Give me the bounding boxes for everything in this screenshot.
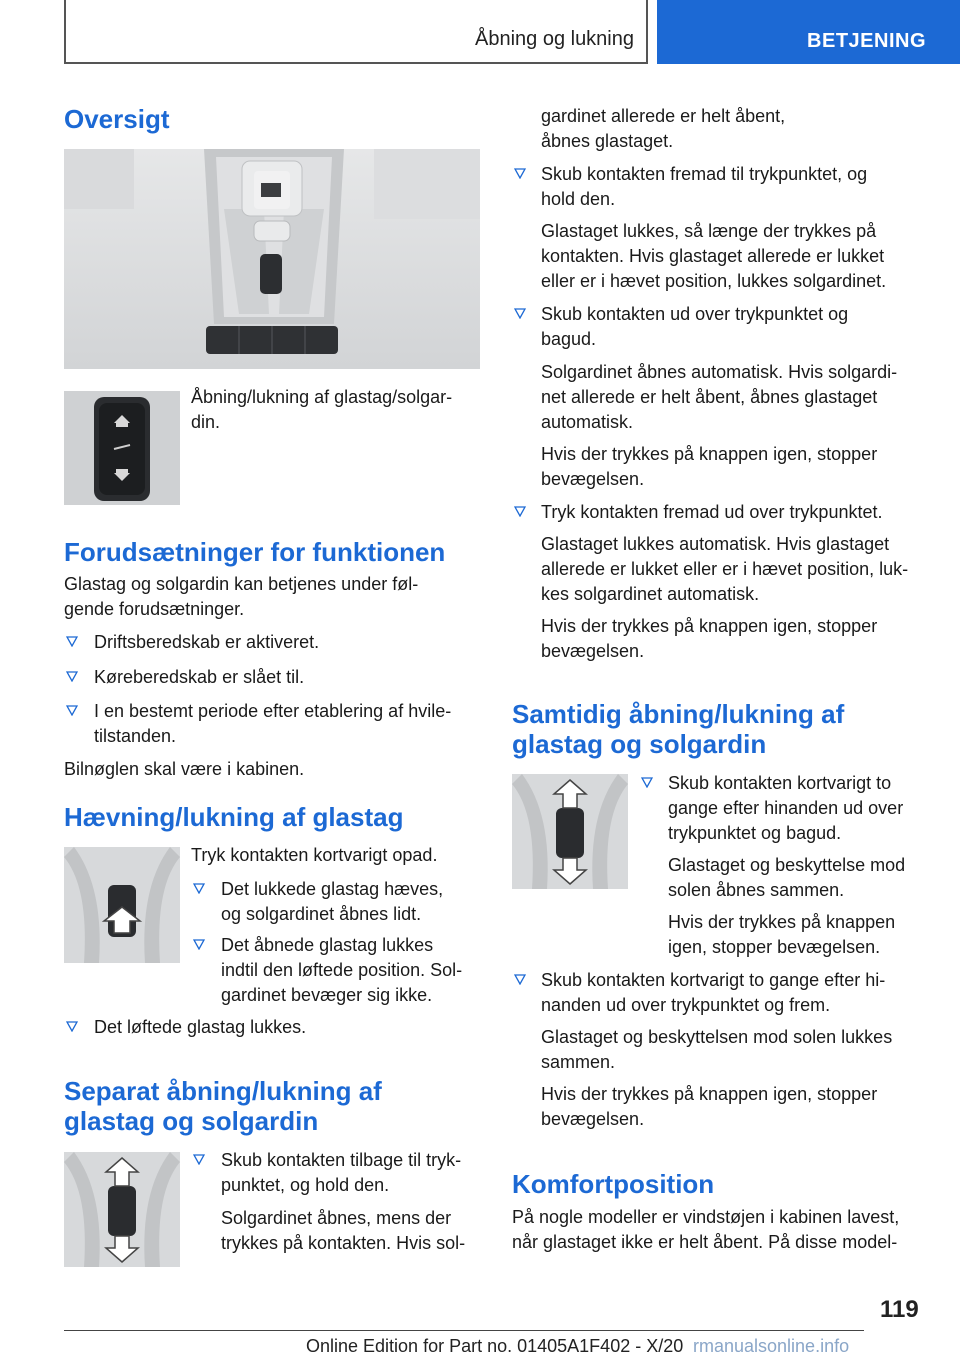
r-b2-line-2: hold den. <box>541 189 616 209</box>
r-b4: Tryk kontakten fremad ud over trykpunktet. <box>541 502 883 522</box>
caption-line-2: din. <box>191 412 221 432</box>
haev-b2-line-2: indtil den løftede position. Sol- <box>221 960 463 980</box>
cont-line-2: åbnes glastaget. <box>541 131 674 151</box>
triangle-bullet-icon <box>193 883 205 894</box>
r-b3-p1-line-2: net allerede er helt åbent, åbnes glastaget <box>541 387 878 407</box>
s-b1-line-1: Skub kontakten kortvarigt to <box>668 773 892 793</box>
heading-haevning: Hævning/lukning af glastag <box>64 802 404 832</box>
heading-forudsaetninger: Forudsætninger for funktionen <box>64 537 446 567</box>
triangle-bullet-icon <box>66 705 78 716</box>
footer-edition: Online Edition for Part no. 01405A1F402 - X/20 <box>306 1336 684 1356</box>
haev-b2-line-1: Det åbnede glastag lukkes <box>221 935 434 955</box>
triangle-bullet-icon <box>514 974 526 985</box>
switch-up-image <box>64 847 180 963</box>
intro-line-2: gende forudsætninger. <box>64 599 245 619</box>
r-b3-p2-line-2: bevægelsen. <box>541 469 645 489</box>
heading-separat-line-2: glastag og solgardin <box>64 1106 319 1136</box>
s-b2-p1-line-1: Glastaget og beskyttelsen mod solen lukkes <box>541 1027 893 1047</box>
page-number: 119 <box>880 1296 919 1323</box>
r-b3-p1-line-3: automatisk. <box>541 412 634 432</box>
haev-b2-line-3: gardinet bevæger sig ikke. <box>221 985 433 1005</box>
s-b1-p2-line-1: Hvis der trykkes på knappen <box>668 912 896 932</box>
header-section <box>64 0 648 64</box>
switch-closeup-drawing <box>64 391 180 505</box>
switch-updown-image <box>64 1152 180 1267</box>
haev-b3: Det løftede glastag lukkes. <box>94 1017 307 1037</box>
header-chapter <box>657 0 960 64</box>
s-b2-p1-line-2: sammen. <box>541 1052 616 1072</box>
heading-oversigt: Oversigt <box>64 104 170 134</box>
caption-line-1: Åbning/lukning af glastag/solgar- <box>191 387 453 407</box>
s-b2-line-2: nanden ud over trykpunktet og frem. <box>541 995 831 1015</box>
r-b4-p2-line-2: bevægelsen. <box>541 641 645 661</box>
r-b4-p1-line-1: Glastaget lukkes automatisk. Hvis glastaget <box>541 534 890 554</box>
triangle-bullet-icon <box>66 636 78 647</box>
req-bullet-2: Køreberedskab er slået til. <box>94 667 305 687</box>
sep-b1-para-line-2: trykkes på kontakten. Hvis sol- <box>221 1233 466 1253</box>
r-b4-p1-line-2: allerede er lukket eller er i hævet position, luk- <box>541 559 909 579</box>
haev-intro: Tryk kontakten kortvarigt opad. <box>191 845 438 865</box>
heading-separat-line-1: Separat åbning/lukning af <box>64 1076 382 1106</box>
req-bullet-3-line-1: I en bestemt periode efter etablering af hvile- <box>94 701 452 721</box>
triangle-bullet-icon <box>66 671 78 682</box>
s-b1-p1-line-1: Glastaget og beskyttelse mod <box>668 855 906 875</box>
r-b3-line-1: Skub kontakten ud over trykpunktet og <box>541 304 849 324</box>
haev-b1-line-2: og solgardinet åbnes lidt. <box>221 904 422 924</box>
r-b3-line-2: bagud. <box>541 329 597 349</box>
r-b4-p2-line-1: Hvis der trykkes på knappen igen, stopper <box>541 616 878 636</box>
sep-b1-line-1: Skub kontakten tilbage til tryk- <box>221 1150 462 1170</box>
triangle-bullet-icon <box>66 1021 78 1032</box>
r-b2-para-line-1: Glastaget lukkes, så længe der trykkes på <box>541 221 877 241</box>
triangle-bullet-icon <box>514 506 526 517</box>
r-b3-p1-line-1: Solgardinet åbnes automatisk. Hvis solgardi- <box>541 362 898 382</box>
section-title: Åbning og lukning <box>474 28 634 50</box>
footer-watermark[interactable]: rmanualsonline.info <box>693 1336 850 1356</box>
s-b1-p1-line-2: solen åbnes sammen. <box>668 880 845 900</box>
triangle-bullet-icon <box>193 1154 205 1165</box>
switch-up-drawing <box>64 847 180 963</box>
r-b4-p1-line-3: kes solgardinet automatisk. <box>541 584 760 604</box>
cont-line-1: gardinet allerede er helt åbent, <box>541 106 786 126</box>
triangle-bullet-icon <box>514 308 526 319</box>
switch-closeup-image <box>64 391 180 505</box>
chapter-title: BETJENING <box>807 30 926 52</box>
r-b2-para-line-3: eller er i hævet position, lukkes solgardinet. <box>541 271 887 291</box>
r-b3-p2-line-1: Hvis der trykkes på knappen igen, stopper <box>541 444 878 464</box>
req-bullet-1: Driftsberedskab er aktiveret. <box>94 632 320 652</box>
switch-double-drawing <box>512 774 628 889</box>
s-b1-p2-line-2: igen, stopper bevægelsen. <box>668 937 881 957</box>
haev-b1-line-1: Det lukkede glastag hæves, <box>221 879 444 899</box>
r-b2-para-line-2: kontakten. Hvis glastaget allerede er lukket <box>541 246 885 266</box>
s-b1-line-3: trykpunktet og bagud. <box>668 823 842 843</box>
heading-komfort: Komfortposition <box>512 1169 715 1199</box>
roof-console-drawing <box>64 149 480 369</box>
triangle-bullet-icon <box>641 777 653 788</box>
r-b2-line-1: Skub kontakten fremad til trykpunktet, og <box>541 164 868 184</box>
sep-b1-line-2: punktet, og hold den. <box>221 1175 390 1195</box>
heading-samtidig-line-2: glastag og solgardin <box>512 729 767 759</box>
switch-updown-drawing <box>64 1152 180 1267</box>
heading-samtidig-line-1: Samtidig åbning/lukning af <box>512 699 845 729</box>
s-b2-p2-line-2: bevægelsen. <box>541 1109 645 1129</box>
triangle-bullet-icon <box>193 939 205 950</box>
intro-line-1: Glastag og solgardin kan betjenes under føl- <box>64 574 419 594</box>
komfort-line-1: På nogle modeller er vindstøjen i kabinen lavest, <box>512 1207 900 1227</box>
s-b1-line-2: gange efter hinanden ud over <box>668 798 904 818</box>
sep-b1-para-line-1: Solgardinet åbnes, mens der <box>221 1208 452 1228</box>
req-bullet-3-line-2: tilstanden. <box>94 726 177 746</box>
s-b2-p2-line-1: Hvis der trykkes på knappen igen, stopper <box>541 1084 878 1104</box>
komfort-line-2: når glastaget ikke er helt åbent. På disse model- <box>512 1232 898 1252</box>
s-b2-line-1: Skub kontakten kortvarigt to gange efter hi- <box>541 970 886 990</box>
roof-console-image <box>64 149 480 369</box>
switch-double-image <box>512 774 628 889</box>
triangle-bullet-icon <box>514 168 526 179</box>
footer-divider <box>64 1330 864 1331</box>
key-note: Bilnøglen skal være i kabinen. <box>64 759 305 779</box>
